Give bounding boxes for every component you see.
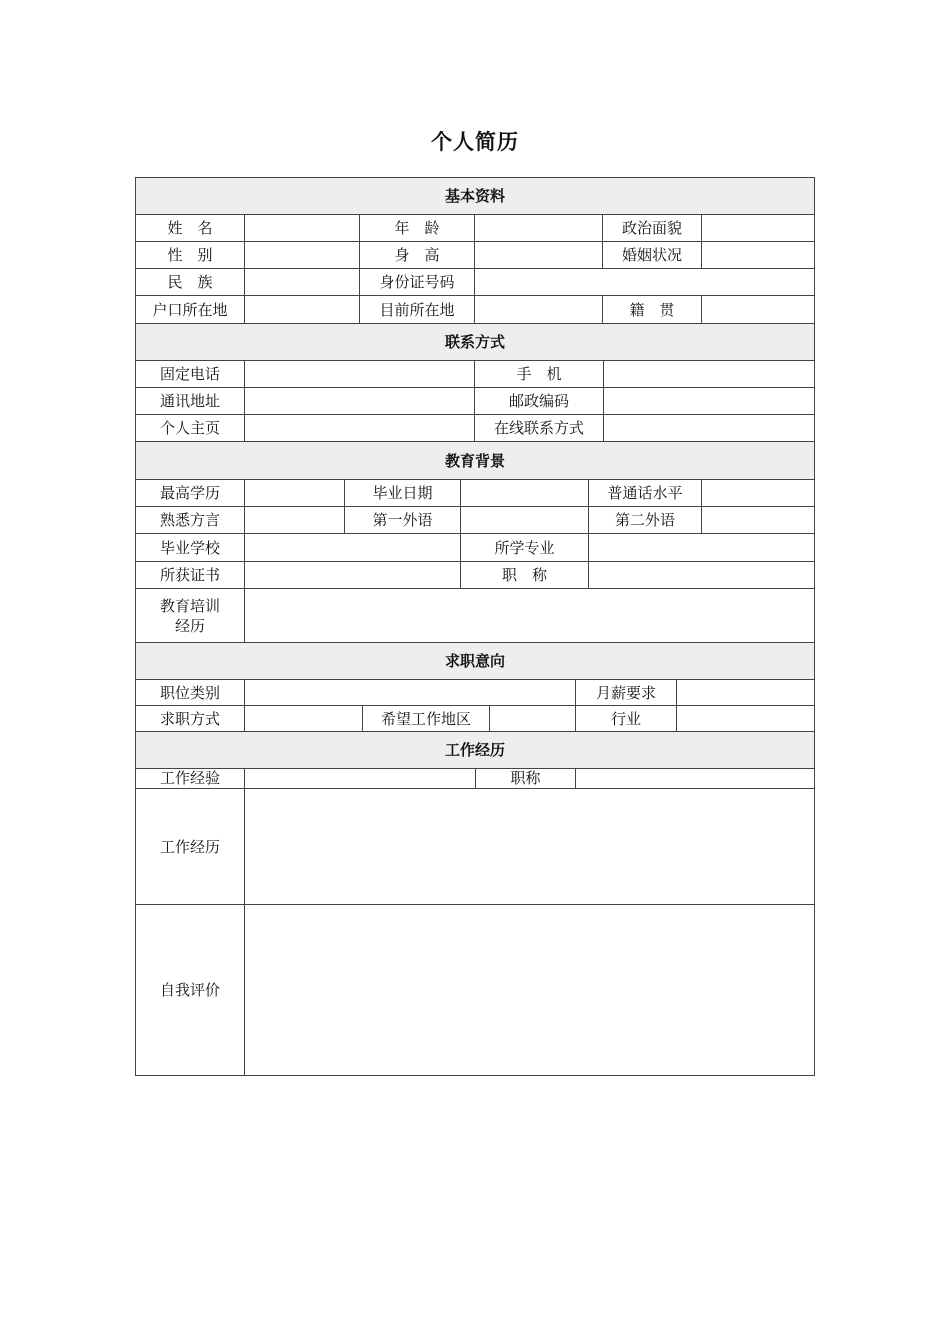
field-position-type[interactable] bbox=[245, 680, 576, 706]
field-hukou[interactable] bbox=[245, 296, 360, 324]
label-postcode: 邮政编码 bbox=[475, 388, 604, 415]
field-name[interactable] bbox=[245, 215, 360, 242]
label-first-language: 第一外语 bbox=[345, 507, 461, 534]
field-job-mode[interactable] bbox=[245, 706, 363, 732]
label-major: 所学专业 bbox=[461, 534, 589, 562]
label-mandarin-level: 普通话水平 bbox=[589, 480, 702, 507]
label-second-language: 第二外语 bbox=[589, 507, 702, 534]
section-basic: 基本资料 bbox=[136, 178, 814, 215]
field-native-place[interactable] bbox=[702, 296, 814, 324]
label-certificates: 所获证书 bbox=[136, 562, 245, 589]
field-gender[interactable] bbox=[245, 242, 360, 269]
field-salary[interactable] bbox=[677, 680, 814, 706]
label-homepage: 个人主页 bbox=[136, 415, 245, 442]
field-title[interactable] bbox=[589, 562, 814, 589]
label-current-location: 目前所在地 bbox=[360, 296, 475, 324]
label-graduation-date: 毕业日期 bbox=[345, 480, 461, 507]
section-job: 求职意向 bbox=[136, 643, 814, 680]
label-online-contact: 在线联系方式 bbox=[475, 415, 604, 442]
label-politics: 政治面貌 bbox=[603, 215, 702, 242]
field-graduation-date[interactable] bbox=[461, 480, 589, 507]
field-work-area[interactable] bbox=[490, 706, 576, 732]
label-self-evaluation: 自我评价 bbox=[136, 905, 245, 1075]
field-experience[interactable] bbox=[245, 769, 476, 789]
field-work-history[interactable] bbox=[245, 789, 814, 905]
field-school[interactable] bbox=[245, 534, 461, 562]
section-education: 教育背景 bbox=[136, 442, 814, 480]
page-title: 个人简历 bbox=[431, 130, 519, 154]
label-highest-degree: 最高学历 bbox=[136, 480, 245, 507]
label-marital: 婚姻状况 bbox=[603, 242, 702, 269]
label-ethnicity: 民 族 bbox=[136, 269, 245, 296]
label-salary: 月薪要求 bbox=[576, 680, 677, 706]
label-native-place: 籍 贯 bbox=[603, 296, 702, 324]
label-mobile: 手 机 bbox=[475, 361, 604, 388]
label-landline: 固定电话 bbox=[136, 361, 245, 388]
field-highest-degree[interactable] bbox=[245, 480, 345, 507]
field-dialect[interactable] bbox=[245, 507, 345, 534]
label-training: 教育培训经历 bbox=[136, 589, 245, 643]
label-dialect: 熟悉方言 bbox=[136, 507, 245, 534]
label-job-mode: 求职方式 bbox=[136, 706, 245, 732]
field-landline[interactable] bbox=[245, 361, 475, 388]
label-work-history: 工作经历 bbox=[136, 789, 245, 905]
field-age[interactable] bbox=[475, 215, 603, 242]
label-hukou: 户口所在地 bbox=[136, 296, 245, 324]
field-first-language[interactable] bbox=[461, 507, 589, 534]
field-current-location[interactable] bbox=[475, 296, 603, 324]
label-position-type: 职位类别 bbox=[136, 680, 245, 706]
label-height: 身 高 bbox=[360, 242, 475, 269]
field-online-contact[interactable] bbox=[604, 415, 814, 442]
label-school: 毕业学校 bbox=[136, 534, 245, 562]
field-ethnicity[interactable] bbox=[245, 269, 360, 296]
resume-table bbox=[135, 177, 815, 1076]
label-work-title: 职称 bbox=[476, 769, 576, 789]
field-major[interactable] bbox=[589, 534, 814, 562]
label-address: 通讯地址 bbox=[136, 388, 245, 415]
label-gender: 性 别 bbox=[136, 242, 245, 269]
label-work-area: 希望工作地区 bbox=[363, 706, 490, 732]
field-height[interactable] bbox=[475, 242, 603, 269]
field-marital[interactable] bbox=[702, 242, 814, 269]
field-industry[interactable] bbox=[677, 706, 814, 732]
field-address[interactable] bbox=[245, 388, 475, 415]
field-certificates[interactable] bbox=[245, 562, 461, 589]
section-work: 工作经历 bbox=[136, 732, 814, 769]
section-contact: 联系方式 bbox=[136, 324, 814, 361]
field-second-language[interactable] bbox=[702, 507, 814, 534]
field-politics[interactable] bbox=[702, 215, 814, 242]
field-self-evaluation[interactable] bbox=[245, 905, 814, 1075]
label-title: 职 称 bbox=[461, 562, 589, 589]
field-postcode[interactable] bbox=[604, 388, 814, 415]
field-mandarin-level[interactable] bbox=[702, 480, 814, 507]
field-mobile[interactable] bbox=[604, 361, 814, 388]
label-industry: 行业 bbox=[576, 706, 677, 732]
label-experience: 工作经验 bbox=[136, 769, 245, 789]
field-work-title[interactable] bbox=[576, 769, 814, 789]
label-name: 姓 名 bbox=[136, 215, 245, 242]
field-id-number[interactable] bbox=[475, 269, 814, 296]
field-training[interactable] bbox=[245, 589, 814, 643]
label-id-number: 身份证号码 bbox=[360, 269, 475, 296]
label-age: 年 龄 bbox=[360, 215, 475, 242]
field-homepage[interactable] bbox=[245, 415, 475, 442]
